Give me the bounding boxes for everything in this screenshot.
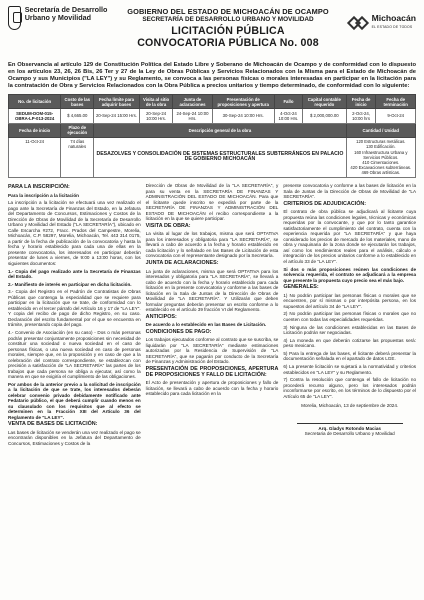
section-heading: CONDICIONES DE PAGO: — [145, 328, 212, 335]
left-logo — [8, 6, 126, 30]
body-columns — [8, 183, 416, 449]
table-subheader: Plazo de ejecución — [61, 123, 94, 137]
table-cell: 20-Sep-24 15:00 Hrs. — [94, 109, 139, 124]
header — [8, 6, 416, 56]
section-heading: PARA LA INSCRIPCIÓN: — [8, 184, 70, 191]
list-item: 6) La presente licitación se sujetará a la normatividad y criterios establecidos en "LA LEY" y su Reglamento. — [283, 364, 417, 375]
table-desc-row — [9, 137, 416, 178]
table-cell: 74 días naturales — [61, 137, 94, 178]
paragraph: Las bases de licitación se venderán una vez realizado el pago se encontrarán disponibles en la Jefatura del Departamento de Concursos, Estimaciones y Costos de la — [8, 429, 141, 446]
paragraph: El contrato de obra pública se adjudicará al licitante cuya propuesta reúna las condiciones legales, técnicas y económicas requeridas por la convocante, y que por lo tanto garantice satisfactoriamente el cumplimiento del contrato, cuenta con la experiencia requerida por "LA SECRETARÍA" y que haya considerado los precios de mercado de los materiales, mano de obra y maquinaria de la zona donde se ejecutarán los trabajos, así como los rendimientos reales para el análisis, cálculo e integración de los precios unitarios conforme a lo establecido en el artículo 33 de "LA LEY". — [283, 209, 417, 264]
state-crest-icon — [8, 6, 21, 30]
title-licitacion: LICITACIÓN PÚBLICA — [171, 25, 285, 37]
section-heading: PRESENTACIÓN DE PROPOSICIONES, APERTURA DE PROPOSICIONES Y FALLO DE LICITACIÓN: — [145, 366, 279, 378]
work-description: DESAZOLVES Y CONSOLIDACIÓN DE SISTEMAS ESTRUCTURALES SUBTERRÁNEOS EN PALACIO DE GOBIERNO MICHOACÁN — [94, 137, 346, 178]
signature-line — [297, 423, 403, 424]
table-header-row — [9, 95, 416, 109]
paragraph: presente convocatoria y conforme a las bases de licitación en la Sala de Juntas de la Dirección de Obras de Movilidad de "LA SECRETARÍA". — [283, 183, 417, 200]
table-cell: 9-Oct-24 — [376, 109, 416, 124]
table-cell: 24-Sep-24 10:00 Hrs. — [173, 109, 212, 124]
table-row — [9, 109, 416, 124]
list-item: 5) Para la entrega de las bases, el licitante deberá presentar la documentación señalada en el apartado de datos LGE. — [283, 350, 417, 362]
table-header-cell: Fecha de terminación — [376, 95, 416, 109]
licitacion-table — [8, 94, 416, 178]
signer-name: Arq. Gladys Rotondo Macias — [318, 425, 381, 431]
left-org-name: Secretaría de Desarrollo Urbano y Movilidad — [24, 5, 108, 23]
quantity-item: 120 Estructuras metálicas. — [356, 139, 406, 145]
table-header-cell: Fallo — [274, 95, 302, 109]
table-cell: 2-Oct-24, 10:00 hrs — [346, 109, 376, 124]
table-header-cell: Fecha de inicio — [346, 95, 376, 109]
list-item: 3.- Copia del Registro en el Padrón de Contratistas de Obras Públicas que contenga la especialidad que se requiere para participar en la licitación que se trate, de conformidad con lo establecido en el tercer párrafo del Artículo 16 y 17 de "LA LEY". Y copia del recibo de pago de dicho Registro, en su caso. Declaración del escrito fundamental por el que se encuentra en trámite, presentando copia del pago. — [8, 289, 141, 328]
paragraph: La inscripción a la licitación se efectuará una vez realizado el pago ante la Secretaría de Finanzas del Estado, en la Jefatura del Departamento de Concursos, Estimaciones y Costos de la Dirección de Obras de Movilidad de la Secretaría de Desarrollo Urbano y Movilidad del Estado ("LA SECRETARÍA"), ubicado en Calle Escarcha #272, Fracc. Prados del Campestre, Morelia, Michoacán, C.P. 58297, Morelia, Michoacán, Tel. 443 314 0175, a partir de la fecha de publicación de la convocatoria y hasta la fecha y horario establecido para cada una de ellas en la presente convocatoria, los interesados en participar deberán presentar de lunes a viernes, de 9:00 a 13:00 horas, con los siguientes documentos: — [8, 200, 141, 266]
table-subheader: Cantidad / Unidad — [346, 123, 415, 137]
table-subheader: Fecha de inicio — [9, 123, 61, 137]
paragraph: De acuerdo a lo establecido en las Bases de Licitación. — [145, 322, 267, 328]
gov-name: GOBIERNO DEL ESTADO DE MICHOACÁN DE OCAMPO — [127, 7, 329, 16]
signer-title: Secretaria de Desarrollo Urbano y Movilidad — [304, 431, 395, 437]
list-item: 2.- Manifiesto de interés en participar en dicha licitación. — [8, 281, 132, 287]
list-item: 7) Contra la resolución que contenga el fallo de licitación no procederá recurso alguno, pero los interesados podrán inconformarse por escrito, en los términos de lo dispuesto por el Artículo 65 de "LA LEY". — [283, 377, 417, 399]
list-item: 3) Ninguna de las condiciones establecidas en las Bases de Licitación podrán ser negociadas. — [283, 324, 417, 336]
table-header-cell: Capital contable requerido — [303, 95, 347, 109]
section-heading: CRITERIOS DE ADJUDICACIÓN: — [283, 200, 367, 207]
paragraph: El Acto de presentación y apertura de proposiciones y fallo de licitación, se llevará a cabo de acuerdo con la fecha y horario establecido para cada licitación en la — [145, 380, 279, 397]
list-item: 1.- Copia del pago realizado ante la Secretaría de Finanzas del Estado. — [8, 268, 141, 280]
paragraph: La junta de aclaraciones, misma que será OPTATIVA para los interesados y obligatoria para "LA SECRETARÍA", se llevará a cabo de acuerdo con la fecha y horario establecido para cada licitación en la presente convocatoria y conforme a las bases de licitación en la Sala de Juntas de la Dirección de Obras de Movilidad de "LA SECRETARÍA". Y Utilizarán que deben formular preguntas deberán presentar un escrito conforme a lo establecido en el artículo 39 fracción VI del Reglamento. — [145, 268, 279, 313]
table-header-cell: No. de licitación — [9, 95, 61, 109]
section-heading: GENERALES: — [283, 284, 319, 291]
quantity-item: 469 Obras artísticas. — [361, 170, 401, 176]
table-subheader: Descripción general de la obra — [94, 123, 346, 137]
table-header-cell: Junta de aclaraciones — [173, 95, 212, 109]
table-header-cell: Visita al sitio de la obra — [139, 95, 173, 109]
table-subheader-row — [9, 123, 416, 137]
column-2 — [146, 183, 279, 449]
table-header-cell: Fecha límite para adquirir bases — [94, 95, 139, 109]
quantity-item: 420 Excavaciones subterráneas. — [350, 165, 412, 171]
title-convocatoria: CONVOCATORIA PÚBLICA No. 008 — [137, 37, 319, 49]
table-cell: $ 2,000,000.00 — [303, 109, 347, 124]
table-cell: 4-Oct-24 10:00 Hrs. — [274, 109, 302, 124]
column-1 — [8, 183, 141, 449]
header-titles — [126, 6, 330, 49]
table-header-cell: Presentación de proposiciones y apertura — [212, 95, 274, 109]
place-date: Morelia, Michoacán, 13 de septiembre de 2024. — [301, 403, 399, 409]
section-heading: VISITA DE OBRA: — [145, 222, 191, 229]
brand-text — [372, 14, 416, 32]
quantity-item: 130 Edificación. — [366, 144, 396, 150]
paragraph: Dirección de Obras de Movilidad de la "LA SECRETARÍA", y para su venta en la SECRETARÍA DE FINANZAS Y ADMINISTRACIÓN DEL ESTADO DE MICHOACÁN. Para que el licitante quede inscrito se expedirá por parte de la SECRETARÍA DE FINANZAS Y ADMINISTRACIÓN DEL ESTADO DE MICHOACÁN el recibo correspondiente a la licitación en la que se quiere participar. — [145, 183, 279, 222]
signature-block — [283, 403, 416, 437]
section-heading: VENTA DE BASES DE LICITACIÓN: — [8, 421, 98, 428]
table-header-cell: Costo de las bases — [61, 95, 94, 109]
michoacan-monogram-icon — [347, 12, 369, 34]
paragraph: La visita al lugar de los trabajos, misma que será OPTATIVA para los interesados y obligatoria para "LA SECRETARÍA", se llevará a cabo de acuerdo a la fecha y horario establecido en cada licitación y lo señalado en las Bases de Licitación de esta convocatoria con el representante designado por la Secretaría. — [145, 231, 279, 259]
table-cell: $ 4,665.00 — [61, 109, 94, 124]
table-cell: 11-Oct-24 — [9, 137, 61, 178]
secretariat-name: SECRETARÍA DE DESARROLLO URBANO Y MOVILIDAD — [142, 16, 314, 23]
section-heading: ANTICIPOS: — [145, 313, 177, 320]
brand-name: Michoacán — [371, 13, 416, 23]
table-cell: 30-Sep-24 10:00 Hrs. — [212, 109, 274, 124]
paragraph: Los trabajos ejecutados conforme al contrato que se suscriba, se liquidarán por "LA SECRETARÍA" mediante estimaciones autorizadas por la Residencia de Supervisión de "LA SECRETARÍA", que se pagarán por conducto de la Secretaría de Finanzas y Administración del Estado. — [145, 337, 279, 365]
paragraph: Por ambos de la anterior previo a la solicitud de inscripción a la licitación de que se trate, los interesados deberán celebrar convenio privado debidamente notificado ante Fedatario público, el que deberá cumplir cuando menos en su clausulado con los requisitos que al efecto se determinen en la Fracción XIII del Artículo 36 del Reglamento de "LA LEY". — [8, 381, 141, 420]
list-item: 1) No podrán participar las personas físicas o morales que se encuentren, por sí mismas o por interpósita persona, en los supuestos del artículo 34 de "LA LEY". — [283, 292, 417, 309]
list-item: 4.- Convenio de Asociación (en su caso) - Dos o más personas podrán presentar conjuntamente proposiciones sin necesidad de constituir una sociedad o nueva sociedad en el caso de personas físicas, o una nueva sociedad en caso de personas morales, siempre que, en la proposición y en caso de que a la celebración del contrato correspondiente, se establezcan con precisión a satisfacción de "LA SECRETARÍA" las partes de los trabajos que cada persona se obliga a ejecutar, así como la manera en que se exigiría el cumplimiento de las obligaciones. — [8, 330, 141, 380]
table-cell: 20-Sep-24 10:00 Hrs. — [139, 109, 173, 124]
paragraph: Para la inscripción a la licitación — [8, 192, 79, 198]
list-item: 2) No podrán participar las personas físicas o morales que no cuenten con todas las especialidades requeridas. — [283, 311, 417, 322]
paragraph: Si dos o más proposiciones reúnen las condiciones de solvencia requerida, el contrato se adjudicará a la empresa que presente la propuesta cuyo precio sea el más bajo. — [283, 266, 417, 283]
quantity-list — [346, 137, 415, 178]
column-3 — [283, 183, 416, 449]
quantity-item: 160 Infraestructura Urbana y Servicios Públicos. — [354, 149, 408, 160]
quantity-item: 410 Cimentaciones. — [362, 159, 400, 165]
intro-paragraph: En Observancia al artículo 129 de Constitución Política del Estado Libre y Soberano de Michoacán de Ocampo y de conformidad con lo dispuesto en los artículos 23, 26, 26 Bis, 26 Ter y 27 de la Ley de Obras Públicas y Servicios Relacionados con la Misma para el Estado de Michoacán de Ocampo y sus Municipios ("LA LEY") y su Reglamento, se convoca a las personas físicas o morales interesadas en participar en la licitación para la contratación de Obra y Servicios Relacionados con la Obra Pública a precios unitarios y tiempo determinado, de conformidad con lo siguiente: — [8, 62, 416, 90]
brand-slogan: EL ESTADO DE TODOS — [371, 25, 413, 29]
section-heading: JUNTA DE ACLARACIONES: — [145, 260, 219, 267]
right-logo — [330, 6, 416, 34]
table-cell: SEDUM-DOM-015-OBRA-LP-013-2024 — [9, 109, 61, 124]
list-item: 4) La moneda en que deberán cotizarse las propuestas será: peso mexicano. — [283, 337, 417, 349]
